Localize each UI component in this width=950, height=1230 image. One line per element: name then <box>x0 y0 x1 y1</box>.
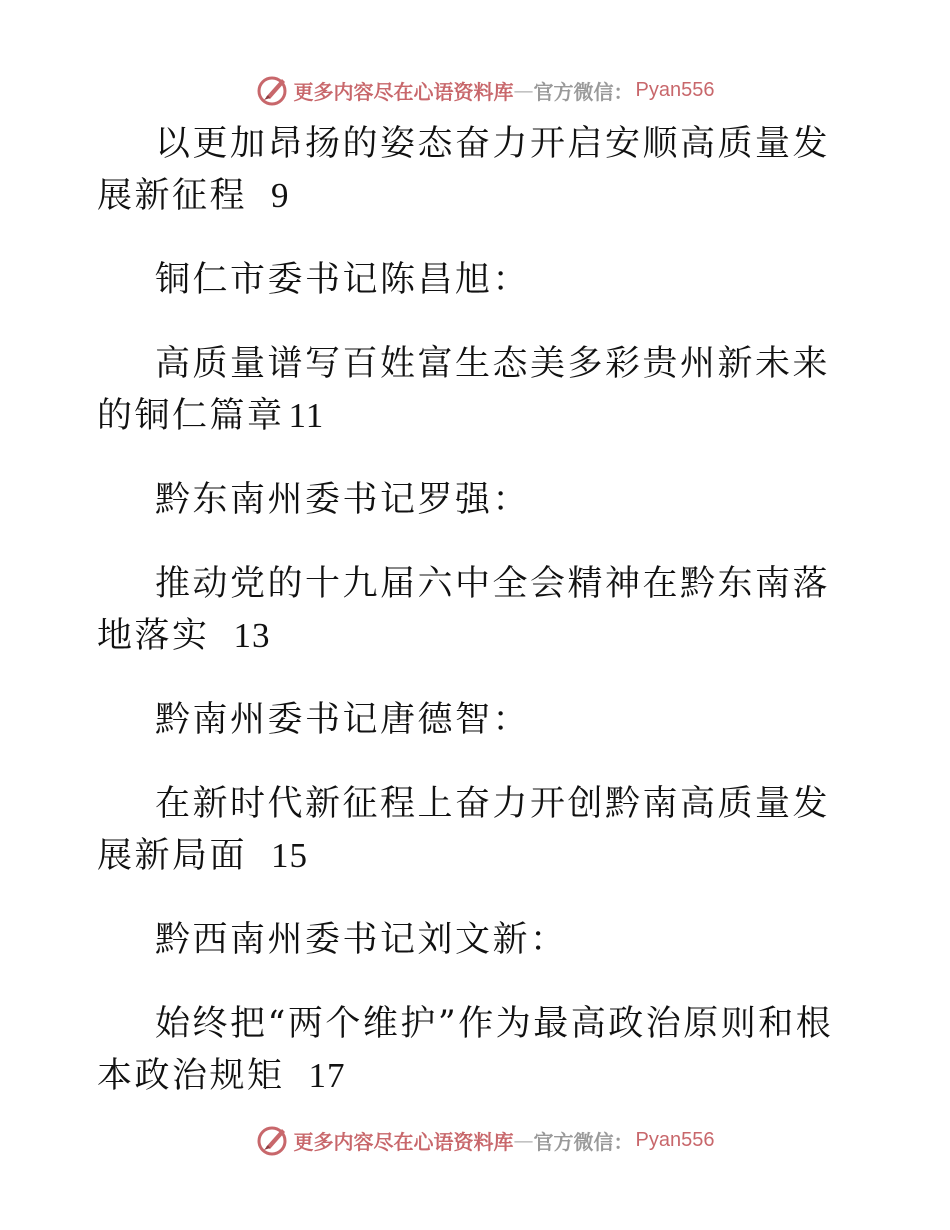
toc-entry <box>97 558 842 662</box>
toc-author-text: 黔南州委书记唐德智： <box>155 700 531 740</box>
quill-logo-icon <box>256 1123 290 1157</box>
toc-entry <box>97 998 842 1102</box>
header-watermark <box>0 70 950 110</box>
quill-logo-icon <box>256 73 290 107</box>
watermark-dash: — <box>513 1128 534 1152</box>
toc-entry-title: 推动党的十九届六中全会精神在黔东南落地落实 <box>97 564 831 656</box>
watermark-main-text: 更多内容尽在心语资料库 <box>293 79 514 104</box>
toc-author-text: 黔东南州委书记罗强： <box>155 480 531 520</box>
toc-entry-title: 在新时代新征程上奋力开创黔南高质量发展新局面 <box>97 784 831 876</box>
toc-author <box>97 914 842 966</box>
watermark-dash: — <box>513 78 534 102</box>
toc-entry-page: 15 <box>271 836 309 875</box>
toc-entry <box>97 778 842 882</box>
watermark-sub-text: 官方微信： <box>533 79 634 104</box>
toc-author-text: 铜仁市委书记陈昌旭： <box>155 260 531 300</box>
toc-entry-title: 始终把“两个维护”作为最高政治原则和根本政治规矩 <box>97 1004 834 1096</box>
watermark-main-text: 更多内容尽在心语资料库 <box>293 1129 514 1154</box>
toc-entry-title: 以更加昂扬的姿态奋力开启安顺高质量发展新征程 <box>97 124 831 216</box>
toc-entry <box>97 118 842 222</box>
toc-entry-page: 9 <box>271 176 290 215</box>
footer-watermark <box>0 1120 950 1160</box>
toc-entry-page: 11 <box>288 396 325 435</box>
toc-author <box>97 474 842 526</box>
watermark-wechat-id: Pyan556 <box>635 78 715 101</box>
toc-entry-title: 高质量谱写百姓富生态美多彩贵州新未来的铜仁篇章 <box>97 344 831 436</box>
toc-author <box>97 694 842 746</box>
toc-author <box>97 254 842 306</box>
toc-entry-page: 13 <box>233 616 271 655</box>
toc-entry <box>97 338 842 442</box>
toc-author-text: 黔西南州委书记刘文新： <box>155 920 568 960</box>
toc-entry-page: 17 <box>308 1056 346 1095</box>
toc-list <box>97 118 842 1134</box>
watermark-wechat-id: Pyan556 <box>635 1128 715 1151</box>
watermark-sub-text: 官方微信： <box>533 1129 634 1154</box>
